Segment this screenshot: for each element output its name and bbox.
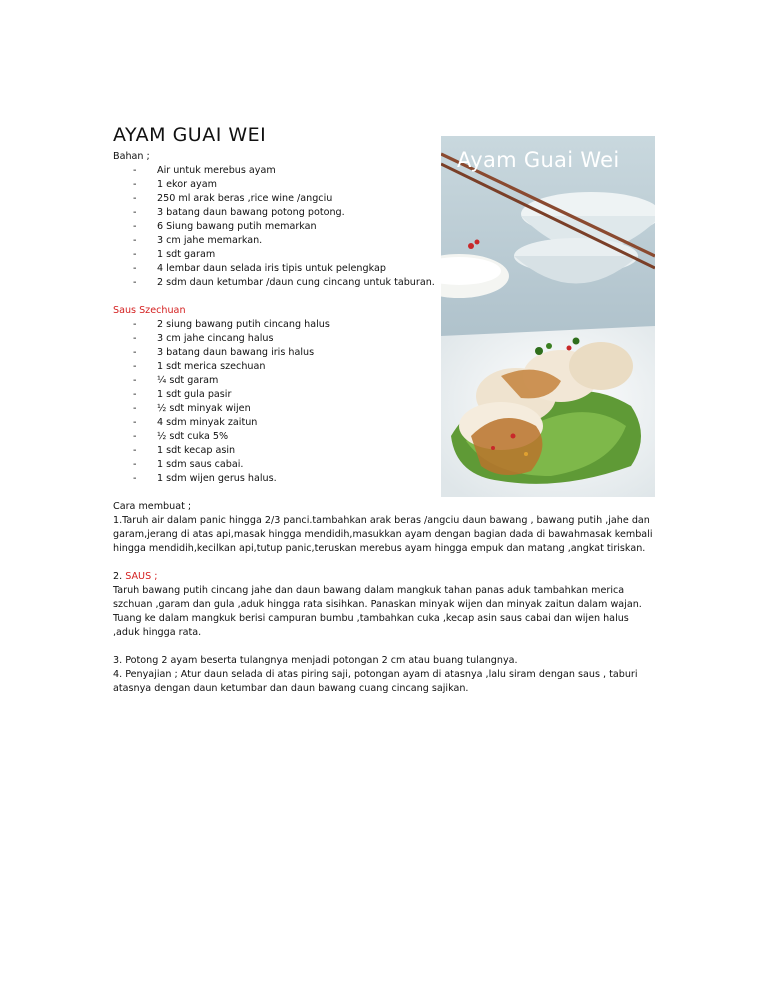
method-step-3: 3. Potong 2 ayam beserta tulangnya menjadi potongan 2 cm atau buang tulangnya. [113,655,518,666]
list-item-text: 1 sdm saus cabai. [157,459,244,470]
list-item [113,262,443,276]
bullet-dash: - [133,235,137,246]
list-item-text: 1 sdt gula pasir [157,389,232,400]
list-item-text: 3 batang daun bawang potong potong. [157,207,345,218]
bullet-dash: - [133,473,137,484]
sauce-ingredients-list [113,318,443,486]
ingredients-list [113,164,443,290]
list-item [113,248,443,262]
list-item [113,430,443,444]
list-item [113,220,443,234]
list-item [113,360,443,374]
list-item-text: 1 ekor ayam [157,179,217,190]
list-item-text: 1 sdm wijen gerus halus. [157,473,277,484]
step-2-text: Taruh bawang putih cincang jahe dan daun bawang dalam mangkuk tahan panas aduk tambahkan merica szchuan ,garam dan gula ,aduk hingga rata sisihkan. Panaskan minyak wijen dan minyak zaitun dalam wajan. Tuang ke dalam mangkuk berisi campuran bumbu ,tambahkan cuka ,kecap asin saus cabai dan wijen halus ,aduk hingga rata. [113,585,642,638]
list-item [113,332,443,346]
bullet-dash: - [133,431,137,442]
list-item [113,346,443,360]
list-item [113,164,443,178]
bullet-dash: - [133,207,137,218]
step-2-sauce-label: SAUS ; [125,571,158,582]
bullet-dash: - [133,459,137,470]
list-item [113,206,443,220]
list-item-text: 3 cm jahe memarkan. [157,235,263,246]
bullet-dash: - [133,445,137,456]
method-label: Cara membuat ; [113,501,192,512]
list-item [113,472,443,486]
dish-photo [441,136,655,497]
step-2-number: 2. [113,571,123,582]
bullet-dash: - [133,389,137,400]
bullet-dash: - [133,165,137,176]
bullet-dash: - [133,333,137,344]
list-item [113,388,443,402]
bullet-dash: - [133,221,137,232]
dish-illustration [441,136,655,497]
list-item-text: 4 lembar daun selada iris tipis untuk pelengkap [157,263,386,274]
list-item-text: 1 sdt garam [157,249,216,260]
list-item [113,234,443,248]
ingredients-label: Bahan ; [113,151,150,162]
list-item [113,192,443,206]
method-step-4: 4. Penyajian ; Atur daun selada di atas piring saji, potongan ayam di atasnya ,lalu siram dengan saus , taburi atasnya dengan daun ketumbar dan daun bawang cuang cincang sajikan. [113,669,638,694]
bullet-dash: - [133,375,137,386]
photo-caption: Ayam Guai Wei [457,148,620,172]
bullet-dash: - [133,361,137,372]
list-item-text: 3 batang daun bawang iris halus [157,347,315,358]
list-item [113,178,443,192]
list-item [113,458,443,472]
method-step-1: 1.Taruh air dalam panic hingga 2/3 panci.tambahkan arak beras /angciu daun bawang , bawang putih ,jahe dan garam,jerang di atas api,masak hingga mendidih,masukkan ayam dengan bagian dada di bawahmasak kembali hingga mendidih,kecilkan api,tutup panic,teruskan merebus ayam hingga empuk dan matang ,angkat tiriskan. [113,515,653,554]
list-item-text: Air untuk merebus ayam [157,165,276,176]
list-item-text: 250 ml arak beras ,rice wine /angciu [157,193,333,204]
bullet-dash: - [133,179,137,190]
bullet-dash: - [133,403,137,414]
list-item-text: ¼ sdt garam [157,375,219,386]
list-item-text: ½ sdt cuka 5% [157,431,229,442]
list-item [113,444,443,458]
sauce-title: Saus Szechuan [113,305,186,316]
bullet-dash: - [133,319,137,330]
list-item-text: 6 Siung bawang putih memarkan [157,221,317,232]
method-steps-3-4 [113,654,658,696]
list-item [113,276,443,290]
bullet-dash: - [133,193,137,204]
bullet-dash: - [133,277,137,288]
bullet-dash: - [133,417,137,428]
list-item [113,402,443,416]
bullet-dash: - [133,347,137,358]
page-title: AYAM GUAI WEI [113,124,267,146]
method-step-2 [113,570,658,640]
bullet-dash: - [133,249,137,260]
list-item-text: ½ sdt minyak wijen [157,403,251,414]
list-item-text: 2 siung bawang putih cincang halus [157,319,330,330]
list-item-text: 1 sdt merica szechuan [157,361,266,372]
list-item [113,416,443,430]
list-item-text: 1 sdt kecap asin [157,445,236,456]
bullet-dash: - [133,263,137,274]
list-item [113,374,443,388]
list-item-text: 3 cm jahe cincang halus [157,333,274,344]
list-item-text: 4 sdm minyak zaitun [157,417,258,428]
list-item [113,318,443,332]
list-item-text: 2 sdm daun ketumbar /daun cung cincang untuk taburan. [157,277,435,288]
